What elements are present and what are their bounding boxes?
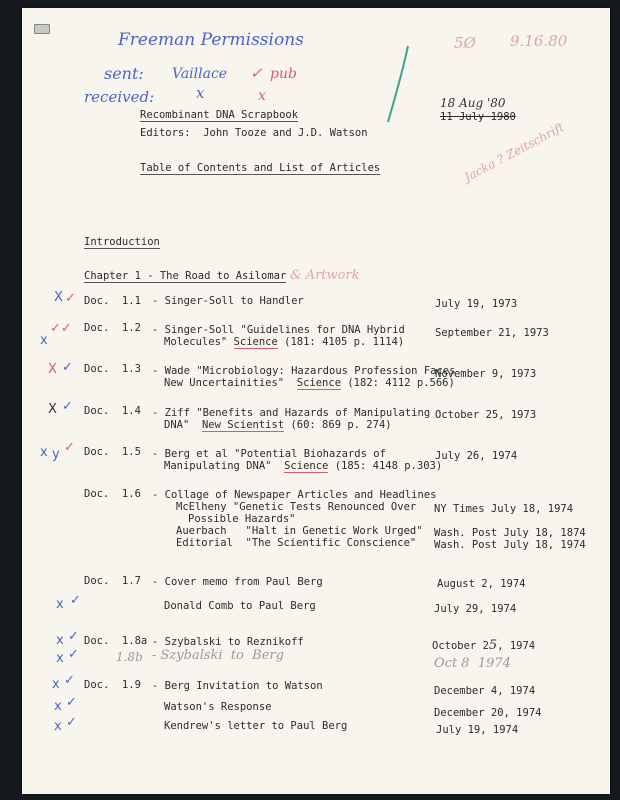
old-date: 11 July 1980 xyxy=(440,111,516,123)
annotation-new-date: 18 Aug '80 xyxy=(440,96,506,110)
doc-1-4-date: October 25, 1973 xyxy=(435,409,537,421)
doc-1-7b-date: July 29, 1974 xyxy=(434,603,517,615)
mark-x-1-1: X xyxy=(54,290,63,305)
editors-line: Editors: John Tooze and J.D. Watson xyxy=(140,127,368,139)
doc-1-7-date: August 2, 1974 xyxy=(437,578,526,590)
doc-1-6-date-1: NY Times July 18, 1974 xyxy=(434,503,574,515)
mark-tick-1-8a: ✓ xyxy=(68,629,79,644)
annotation-corner-date: 9.16.80 xyxy=(510,32,568,50)
annotation-received: received: xyxy=(84,88,155,106)
doc-1-5-date: July 26, 1974 xyxy=(435,450,518,462)
mark-x-1-4: X xyxy=(48,402,57,417)
doc-1-9-date: December 4, 1974 xyxy=(434,685,536,697)
mark-x-1-9: x xyxy=(52,677,60,692)
doc-1-3-number: Doc. 1.3 xyxy=(84,363,141,375)
mark-tick-1-5: ✓ xyxy=(64,440,75,455)
doc-1-6-article-1-cont: Possible Hazards" xyxy=(188,513,296,525)
annotation-margin-red: Jacka ? Zeitschrift xyxy=(462,120,567,185)
mark-x-1-9b: x xyxy=(54,699,62,714)
mark-tick-1-2: ✓✓ xyxy=(50,321,72,336)
doc-1-3-citation: New Uncertainities" Science (182: 4112 p.566) xyxy=(164,377,455,389)
mark-x-1-7b: x xyxy=(56,597,64,612)
chapter-heading: Chapter 1 - The Road to Asilomar xyxy=(84,270,287,282)
doc-1-8b-title: - Szybalski to Berg xyxy=(152,648,284,663)
doc-1-7-number: Doc. 1.7 xyxy=(84,575,141,587)
doc-1-4-title: - Ziff "Benefits and Hazards of Manipulating xyxy=(152,407,431,419)
doc-1-8b-number: 1.8b xyxy=(116,650,143,664)
mark-tick-1-9: ✓ xyxy=(64,673,75,688)
doc-1-5-citation: Manipulating DNA" Science (185: 4148 p.303) xyxy=(164,460,443,472)
document-title: Recombinant DNA Scrapbook xyxy=(140,109,299,121)
doc-1-2-citation: Molecules" Science (181: 4105 p. 1114) xyxy=(164,336,405,348)
doc-1-9b-title: Watson's Response xyxy=(164,701,272,713)
doc-1-5-title: - Berg et al "Potential Biohazards of xyxy=(152,448,386,460)
mark-tick-1-4: ✓ xyxy=(62,399,73,414)
doc-1-3-journal: Science xyxy=(296,377,342,389)
annotation-corner-code: 5Ø xyxy=(454,34,476,52)
doc-1-5-number: Doc. 1.5 xyxy=(84,446,141,458)
mark-tick-1-8b: ✓ xyxy=(68,647,79,662)
doc-1-8a-date: October 25, 1974 xyxy=(432,638,536,653)
annotation-received-x2: x xyxy=(258,88,266,104)
annotation-sent-tick: ✓ xyxy=(250,64,263,82)
mark-x-1-5: x xyxy=(40,445,48,460)
doc-1-2-date: September 21, 1973 xyxy=(435,327,549,339)
mark-x-1-8a: x xyxy=(56,633,64,648)
mark-tick-1-1: ✓ xyxy=(65,291,76,306)
doc-1-1-number: Doc. 1.1 xyxy=(84,295,141,307)
doc-1-6-title: - Collage of Newspaper Articles and Headlines xyxy=(152,489,437,501)
doc-1-2-journal: Science xyxy=(233,336,278,348)
doc-1-6-article-3: Editorial "The Scientific Conscience" xyxy=(176,537,417,549)
annotation-sent-value: Vaillace xyxy=(172,66,228,82)
doc-1-7-title: - Cover memo from Paul Berg xyxy=(152,576,323,588)
doc-1-1-date: July 19, 1973 xyxy=(435,298,518,310)
doc-1-4-citation: DNA" New Scientist (60: 869 p. 274) xyxy=(164,419,392,431)
doc-1-8a-title: - Szybalski to Reznikoff xyxy=(152,636,304,648)
mark-x-1-2: x xyxy=(40,333,48,348)
doc-1-3-date: November 9, 1973 xyxy=(435,368,537,380)
annotation-freeman-permissions: Freeman Permissions xyxy=(118,30,304,50)
doc-1-8a-date-correction: 5 xyxy=(488,638,498,653)
annotation-sent: sent: xyxy=(104,64,144,83)
mark-x-1-9c: x xyxy=(54,719,62,734)
doc-1-6-article-2: Auerbach "Halt in Genetic Work Urged" xyxy=(176,525,423,537)
mark-tick-1-9c: ✓ xyxy=(66,715,77,730)
doc-1-8b-date: Oct 8 1974 xyxy=(434,656,511,671)
doc-1-6-date-3: Wash. Post July 18, 1974 xyxy=(434,539,586,551)
annotation-received-x1: x xyxy=(196,84,205,102)
doc-1-4-journal: New Scientist xyxy=(201,419,285,431)
doc-1-1-title: - Singer-Soll to Handler xyxy=(152,295,304,307)
introduction-heading: Introduction xyxy=(84,236,160,248)
doc-1-3-title: - Wade "Microbiology: Hazardous Profession Faces xyxy=(152,365,456,377)
mark-tick-1-3: ✓ xyxy=(62,360,73,375)
contents-heading: Table of Contents and List of Articles xyxy=(140,162,381,174)
doc-1-6-article-1: McElheny "Genetic Tests Renounced Over xyxy=(176,501,417,513)
doc-1-9b-date: December 20, 1974 xyxy=(434,707,542,719)
green-pen-stroke xyxy=(384,44,414,124)
doc-1-4-number: Doc. 1.4 xyxy=(84,405,141,417)
doc-1-7b-title: Donald Comb to Paul Berg xyxy=(164,600,316,612)
doc-1-9-number: Doc. 1.9 xyxy=(84,679,141,691)
annotation-chapter-note: & Artwork xyxy=(290,268,360,283)
doc-1-6-date-2: Wash. Post July 18, 1874 xyxy=(434,527,586,539)
mark-y-1-5: y xyxy=(52,447,60,462)
doc-1-2-title: - Singer-Soll "Guidelines for DNA Hybrid xyxy=(152,324,405,336)
doc-1-8a-number: Doc. 1.8a xyxy=(84,635,148,647)
doc-1-5-journal: Science xyxy=(284,460,329,472)
mark-tick-1-7b: ✓ xyxy=(70,593,81,608)
doc-1-9c-date: July 19, 1974 xyxy=(436,724,519,736)
doc-1-9-title: - Berg Invitation to Watson xyxy=(152,680,323,692)
mark-tick-1-9b: ✓ xyxy=(66,695,77,710)
doc-1-2-number: Doc. 1.2 xyxy=(84,322,141,334)
mark-x-1-8b: x xyxy=(56,651,64,666)
doc-1-6-number: Doc. 1.6 xyxy=(84,488,141,500)
mark-x-1-3: X xyxy=(48,362,57,377)
doc-1-9c-title: Kendrew's letter to Paul Berg xyxy=(164,720,348,732)
annotation-sent-pub: pub xyxy=(270,66,297,82)
